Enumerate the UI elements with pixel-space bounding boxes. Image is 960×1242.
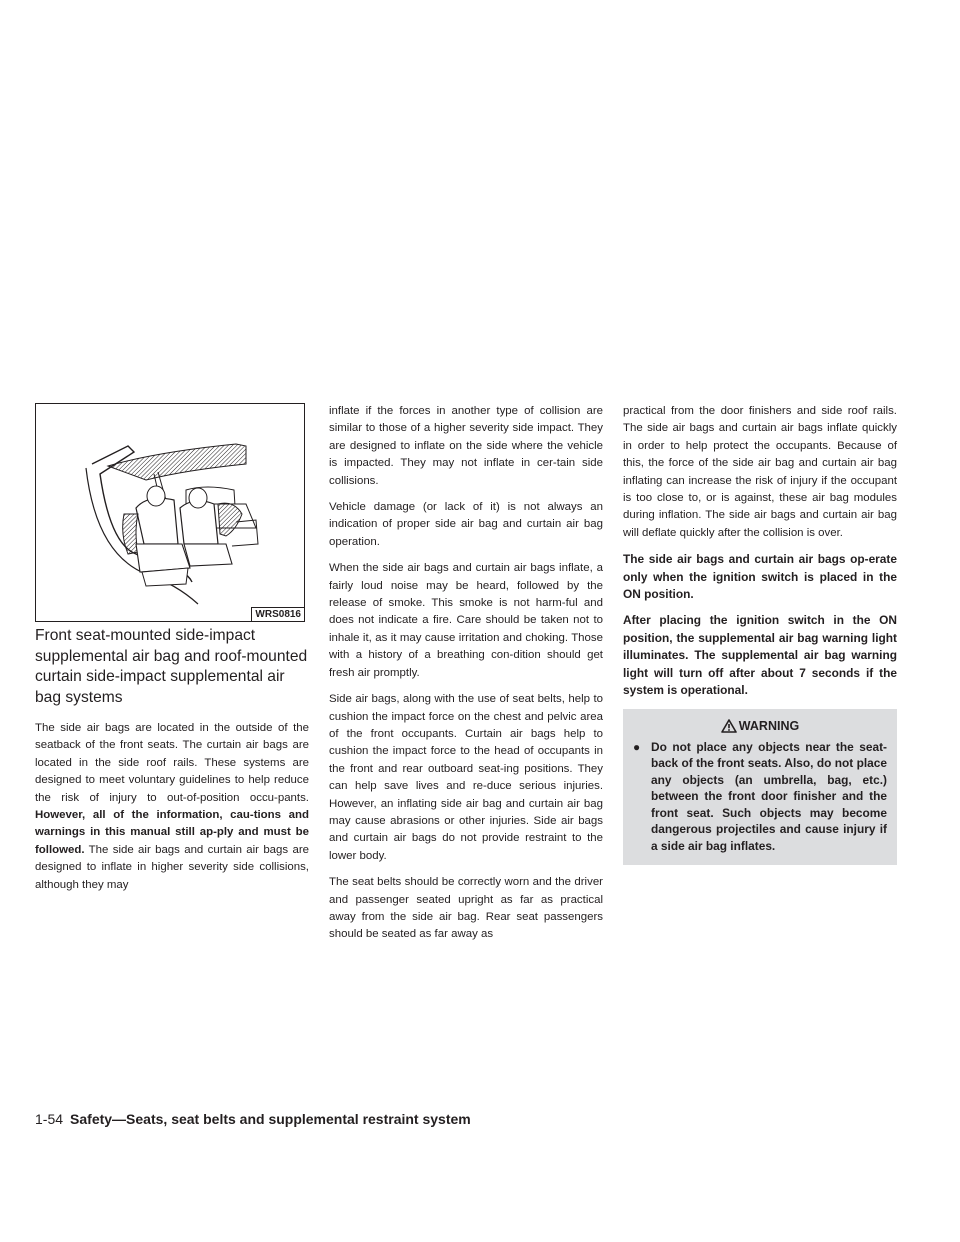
col2-paragraph-5: The seat belts should be correctly worn and the driver and passenger seated upright as far as practical away from the side air bag. Rear seat passengers should be seated as far away as bbox=[329, 876, 603, 941]
col3-paragraph-1: practical from the door finishers and side roof rails. The side air bags and curtain air bags inflate quickly in order to help protect the occupants. Because of this, the force of the side air bag and curtain air bag inflating can increase the risk of injury if the occupant is too close to, or is against, these air bag modules during inflation. The side air bags and curtain air bag will deflate quickly after the collision is over. bbox=[623, 405, 897, 539]
warning-box bbox=[623, 709, 897, 866]
warning-title: WARNING bbox=[738, 718, 800, 733]
col3-paragraph-2: The side air bags and curtain air bags op-erate only when the ignition switch is placed in the ON position. bbox=[623, 552, 897, 602]
col3-paragraph-3: After placing the ignition switch in the ON position, the supplemental air bag warning light illuminates. The supplemental air bag warning light will turn off after about 7 seconds if the system is operational. bbox=[623, 613, 897, 698]
section-title: Front seat-mounted side-impact supplemental air bag and roof-mounted curtain side-impact supplemental air bag systems bbox=[35, 627, 308, 706]
figure-code: WRS0816 bbox=[251, 607, 304, 621]
warning-item bbox=[633, 739, 887, 855]
page-number: 1-54 bbox=[35, 1111, 64, 1127]
column-2 bbox=[329, 403, 603, 953]
page-footer bbox=[35, 1111, 471, 1127]
col1-p1-tail: The side air bags and curtain air bags are designed to inflate in higher severity side collisions, although they may bbox=[35, 843, 309, 891]
col2-paragraph-3: When the side air bags and curtain air bags inflate, a fairly loud noise may be heard, followed by the release of smoke. This smoke is not harm-ful and does not indicate a fire. Care should be taken not to inhale it, as it may cause irritation and choking. Those with a history of a breathing con-dition should get fresh air promptly. bbox=[329, 562, 603, 679]
column-1 bbox=[35, 403, 309, 903]
col2-paragraph-1: inflate if the forces in another type of collision are similar to those of a higher severity side impact. They are designed to inflate on the side where the vehicle is impacted. They may not inflate in cer-tain side collisions. bbox=[329, 405, 603, 487]
warning-triangle-icon bbox=[721, 719, 737, 733]
column-3 bbox=[623, 403, 897, 865]
chapter-title: Safety—Seats, seat belts and supplemental restraint system bbox=[70, 1111, 471, 1127]
warning-item-text: Do not place any objects near the seat-back of the front seats. Also, do not place any objects (an umbrella, bag, etc.) between the front door finisher and the front seat. Such objects may become dangerous projectiles and cause injury if a side air bag inflates. bbox=[651, 739, 887, 853]
col2-paragraph-2: Vehicle damage (or lack of it) is not always an indication of proper side air bag and curtain air bag operation. bbox=[329, 501, 603, 548]
col1-p1-bold: However, all of the information, cau-tions and warnings in this manual still ap-ply and must be followed. bbox=[35, 809, 309, 856]
col1-paragraph-1 bbox=[35, 720, 309, 894]
warning-header bbox=[633, 719, 887, 733]
airbag-illustration bbox=[36, 404, 304, 621]
bullet-icon: ● bbox=[633, 739, 641, 754]
figure-side-airbag bbox=[35, 403, 305, 622]
col2-paragraph-4: Side air bags, along with the use of seat belts, help to cushion the impact force on the chest and pelvic area of the front occupants. Curtain air bags help to cushion the impact force to the head of occupants in the front and rear outboard seat-ing positions. They can help save lives and re-duce serious injuries. However, an inflating side air bag and curtain air bag may cause abrasions or other injuries. Side air bags and curtain air bags do not provide restraint to the lower body. bbox=[329, 693, 603, 862]
col1-p1-text: The side air bags are located in the outside of the seatback of the front seats. The curtain air bags are located in the side roof rails. These systems are designed to meet voluntary guidelines to help reduce the risk of injury to out-of-position occu-pants. bbox=[35, 722, 309, 804]
